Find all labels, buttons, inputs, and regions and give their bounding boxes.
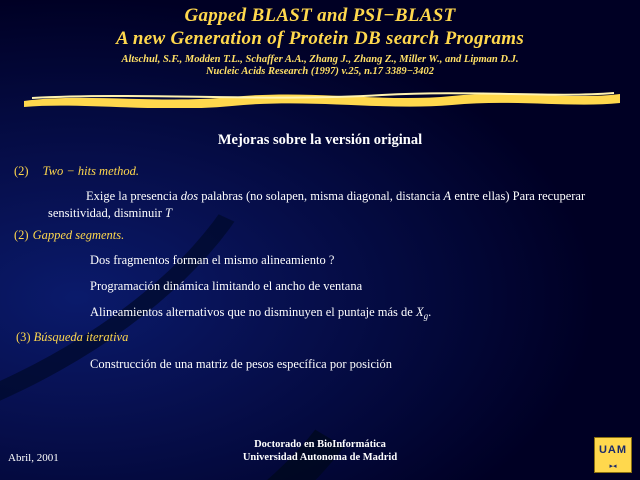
bullet-item-1-paragraph [48, 188, 623, 222]
bullet-item-2-line-2: Programación dinámica limitando el ancho de ventana [90, 279, 363, 293]
paragraph-1-emph-a: A [443, 189, 452, 203]
title-line-2: A new Generation of Protein DB search Programs [115, 28, 525, 49]
footer-institution-line-1: Doctorado en BioInformática [254, 439, 386, 450]
bullet-item-3-number: (3) [16, 330, 31, 344]
citation-line: Nucleic Acids Research (1997) v.25, n.17 3389−3402 [205, 66, 435, 77]
bullet-item-1-label: Two − hits method. [42, 164, 139, 178]
line-3-subscript-g: g [423, 311, 429, 321]
line-3-part-a: Alineamientos alternativos que no disminuyen el puntaje más de [90, 305, 416, 319]
paragraph-1-part-e: entre ellas) Para recuperar sensitividad, disminuir [48, 189, 586, 220]
slide-subtitle: Mejoras sobre la versión original [217, 132, 423, 148]
bullet-item-1-number: (2) [14, 164, 29, 178]
university-logo [594, 437, 632, 473]
university-logo-text: UAM [598, 444, 628, 456]
bullet-item-2-line-3 [90, 304, 431, 325]
brush-stroke-divider [22, 88, 622, 108]
footer-date: Abril, 2001 [8, 452, 59, 464]
authors-line: Altschul, S.F., Modden T.L., Schaffer A.A., Zhang J., Zhang Z., Miller W., and Lipman D.J. [121, 54, 519, 65]
title-line-1: Gapped BLAST and PSI−BLAST [184, 5, 456, 26]
paragraph-1-emph-dos: dos [180, 189, 199, 203]
university-logo-subglyph: ▸◂ [609, 463, 617, 470]
bullet-item-2 [14, 228, 124, 243]
bullet-item-3 [16, 330, 128, 345]
bullet-item-3-line-1: Construcción de una matriz de pesos específica por posición [90, 357, 392, 371]
bullet-item-2-number: (2) [14, 228, 29, 242]
bullet-item-3-label: Búsqueda iterativa [33, 330, 129, 344]
line-3-part-c: . [428, 305, 432, 319]
line-3-symbol-x: X [415, 305, 424, 319]
footer-institution [0, 438, 640, 464]
paragraph-1-part-c: palabras (no solapen, misma diagonal, distancia [198, 189, 444, 203]
bullet-item-2-label: Gapped segments. [32, 228, 125, 242]
paragraph-1-part-a: Exige la presencia [86, 189, 181, 203]
bullet-item-2-line-1: Dos fragmentos forman el mismo alineamiento ? [90, 253, 335, 267]
paragraph-1-emph-t: T [165, 206, 172, 220]
bullet-item-1 [14, 164, 139, 179]
slide-header [0, 0, 640, 77]
footer-institution-line-2: Universidad Autonoma de Madrid [242, 452, 398, 463]
